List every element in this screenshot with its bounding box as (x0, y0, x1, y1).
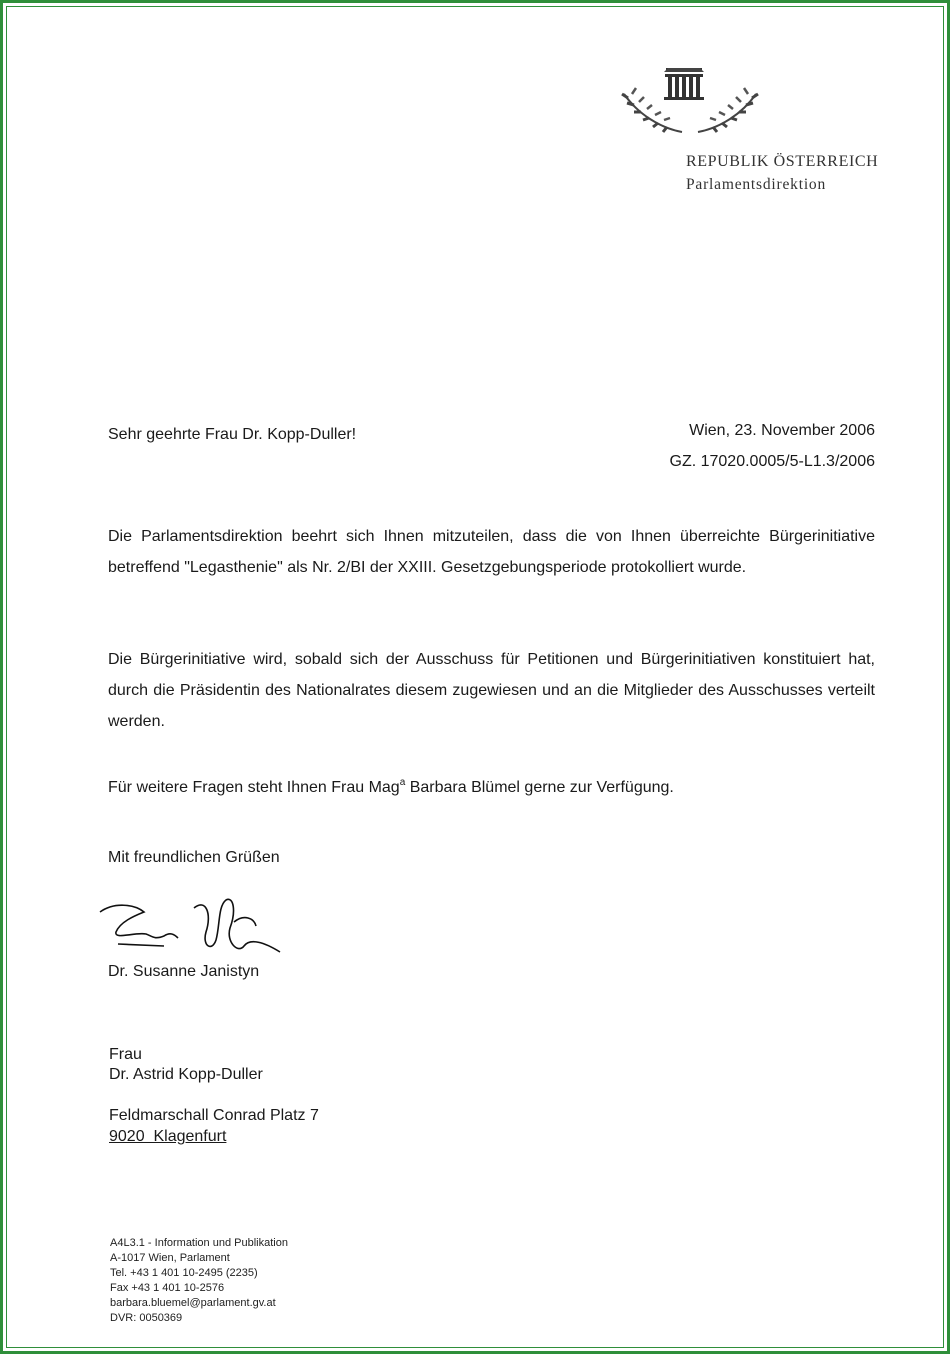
salutation: Sehr geehrte Frau Dr. Kopp-Duller! (108, 426, 357, 443)
body-paragraph-2: Die Bürgerinitiative wird, sobald sich der Ausschuss für Petitionen und Bürgerinitiativen konstituiert hat, durch die Präsidentin des Nationalrates diesem zugewiesen und an die Mitglieder des Ausschusses verteilt werden. (108, 651, 875, 730)
recipient-name: Dr. Astrid Kopp-Duller (109, 1066, 263, 1083)
footer-line: A-1017 Wien, Parlament (110, 1252, 230, 1264)
paragraph3-end: Barbara Blümel gerne zur Verfügung. (405, 779, 674, 796)
letterhead-republic: REPUBLIK ÖSTERREICH (686, 153, 879, 170)
reference-number: GZ. 17020.0005/5-L1.3/2006 (669, 453, 875, 470)
footer-line: A4L3.1 - Information und Publikation (110, 1237, 288, 1249)
footer-line: Fax +43 1 401 10-2576 (110, 1282, 225, 1294)
footer-email[interactable]: barbara.bluemel@parlament.gv.at (110, 1297, 276, 1309)
footer-contact (110, 1236, 288, 1326)
parliament-logo (620, 62, 760, 142)
recipient-title: Frau (109, 1046, 142, 1063)
body-paragraph-1: Die Parlamentsdirektion beehrt sich Ihnen mitzuteilen, dass die von Ihnen überreichte Bürgerinitiative betreffend "Legasthenie" als Nr. 2/BI der XXIII. Gesetzgebungsperiode protokolliert wurde. (108, 528, 875, 576)
letterhead-department: Parlamentsdirektion (686, 176, 827, 193)
body-paragraph-3 (108, 773, 674, 798)
closing-greeting: Mit freundlichen Grüßen (108, 849, 280, 866)
letter-date: Wien, 23. November 2006 (689, 422, 875, 439)
handwritten-signature (94, 892, 294, 972)
paragraph3-start: Für weitere Fragen steht Ihnen Frau Mag (108, 779, 400, 796)
footer-line: DVR: 0050369 (110, 1312, 183, 1324)
recipient-street: Feldmarschall Conrad Platz 7 (109, 1107, 319, 1124)
signer-name: Dr. Susanne Janistyn (108, 963, 260, 980)
recipient-city: 9020 Klagenfurt (109, 1128, 227, 1145)
paragraph3-superscript: a (399, 777, 406, 788)
footer-line: Tel. +43 1 401 10-2495 (2235) (110, 1267, 258, 1279)
